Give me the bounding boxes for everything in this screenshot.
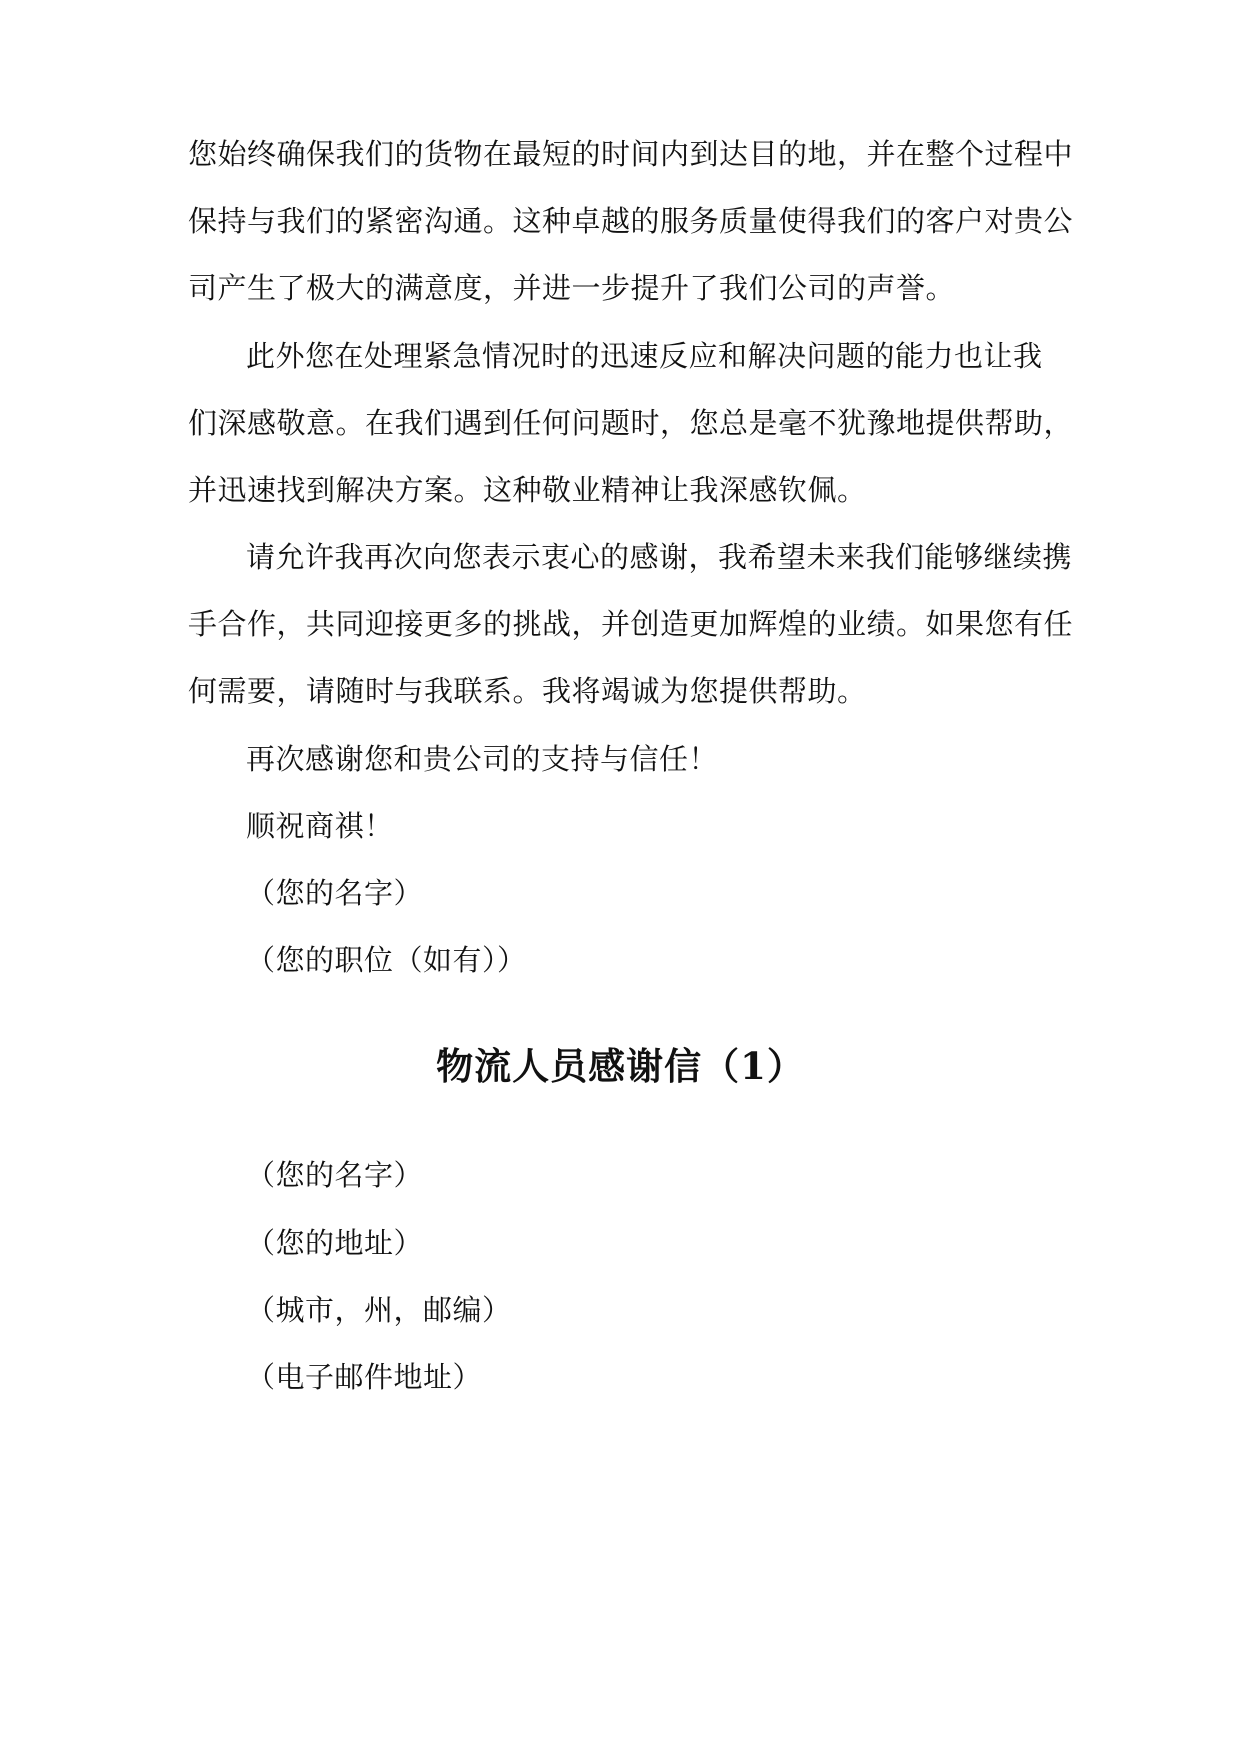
paragraph-line: 何需要，请随时与我联系。我将竭诚为您提供帮助。 [188,674,867,708]
paragraph-line: 司产生了极大的满意度，并进一步提升了我们公司的声誉。 [188,271,956,305]
sender-email: （电子邮件地址） [246,1360,483,1394]
paragraph-line: 们深感敬意。在我们遇到任何问题时，您总是毫不犹豫地提供帮助， [188,406,1074,440]
letter-title: 物流人员感谢信（1） [436,1044,805,1088]
paragraph-line: 手合作，共同迎接更多的挑战，并创造更加辉煌的业绩。如果您有任 [188,607,1074,641]
paragraph-line: 请允许我再次向您表示衷心的感谢，我希望未来我们能够继续携 [246,540,1073,574]
sender-city-state-zip: （城市，州，邮编） [246,1293,512,1327]
sender-name: （您的名字） [246,1158,424,1192]
signature-position: （您的职位（如有）） [246,943,527,977]
paragraph-line: 此外您在处理紧急情况时的迅速反应和解决问题的能力也让我 [246,339,1043,373]
sender-address: （您的地址） [246,1226,424,1260]
paragraph-line: 并迅速找到解决方案。这种敬业精神让我深感钦佩。 [188,473,867,507]
paragraph-line: 您始终确保我们的货物在最短的时间内到达目的地，并在整个过程中 [188,137,1074,171]
thanks-again-line: 再次感谢您和贵公司的支持与信任！ [246,742,719,776]
paragraph-line: 保持与我们的紧密沟通。这种卓越的服务质量使得我们的客户对贵公 [188,204,1074,238]
closing-salutation: 顺祝商祺！ [246,809,394,843]
signature-name: （您的名字） [246,876,424,910]
